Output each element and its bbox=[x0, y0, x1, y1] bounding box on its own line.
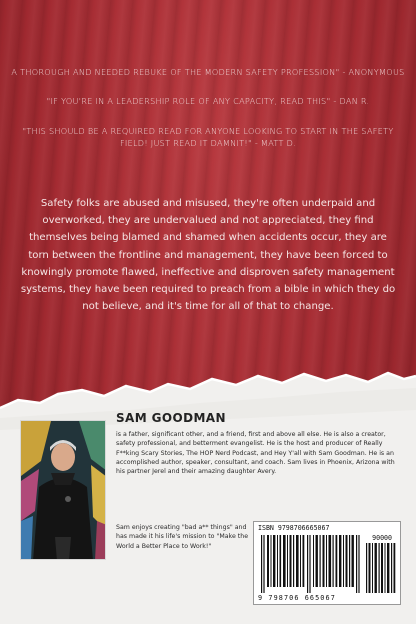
author-photo bbox=[20, 420, 106, 560]
isbn-label: ISBN 9798706665067 bbox=[258, 524, 330, 532]
review-quote-1: A THOROUGH AND NEEDED REBUKE OF THE MODERN SAFETY PROFESSION" - ANONYMOUS bbox=[11, 67, 405, 77]
addon-barcode bbox=[366, 543, 396, 593]
ean-barcode bbox=[261, 535, 361, 593]
author-bio-continued: Sam enjoys creating "bad a** things" and has made it his life's mission to "Make the World a Better Place to Work!" bbox=[116, 524, 249, 550]
review-quote-2: "IF YOU'RE IN A LEADERSHIP ROLE OF ANY CAPACITY, READ THIS" - DAN R. bbox=[46, 96, 370, 106]
price-code: 90000 bbox=[372, 534, 392, 542]
barcode-box bbox=[253, 521, 401, 605]
review-quote-3: "THIS SHOULD BE A REQUIRED READ FOR ANYONE LOOKING TO START IN THE SAFETY FIELD! JUST READ IT DAMNIT!" - MATT D. bbox=[22, 126, 394, 148]
book-blurb: Safety folks are abused and misused, they're often underpaid and overworked, they are undervalued and not appreciated, they find themselves being blamed and shamed when accidents occur, they are torn between the frontline and management, they have been forced to knowingly promote flawed, ineffective and disproven safety management systems, they have been required to preach from a bible in which they do not believe, and it's time for all of that to change. bbox=[20, 198, 396, 313]
ean-digits: 9 798706 665067 bbox=[258, 594, 336, 602]
author-name: SAM GOODMAN bbox=[116, 411, 226, 425]
author-bio: is a father, significant other, and a friend, first and above all else. He is also a creator, safety professional, and betterment evangelist. He is the host and producer of Really F**king Scary Stories, The HOP Nerd Podcast, and Hey Y'all with Sam Goodman. He is an accomplished author, speaker, consultant, and coach. Sam lives in Phoenix, Arizona with his partner Jerel and their amazing daughter Avery. bbox=[116, 431, 395, 476]
